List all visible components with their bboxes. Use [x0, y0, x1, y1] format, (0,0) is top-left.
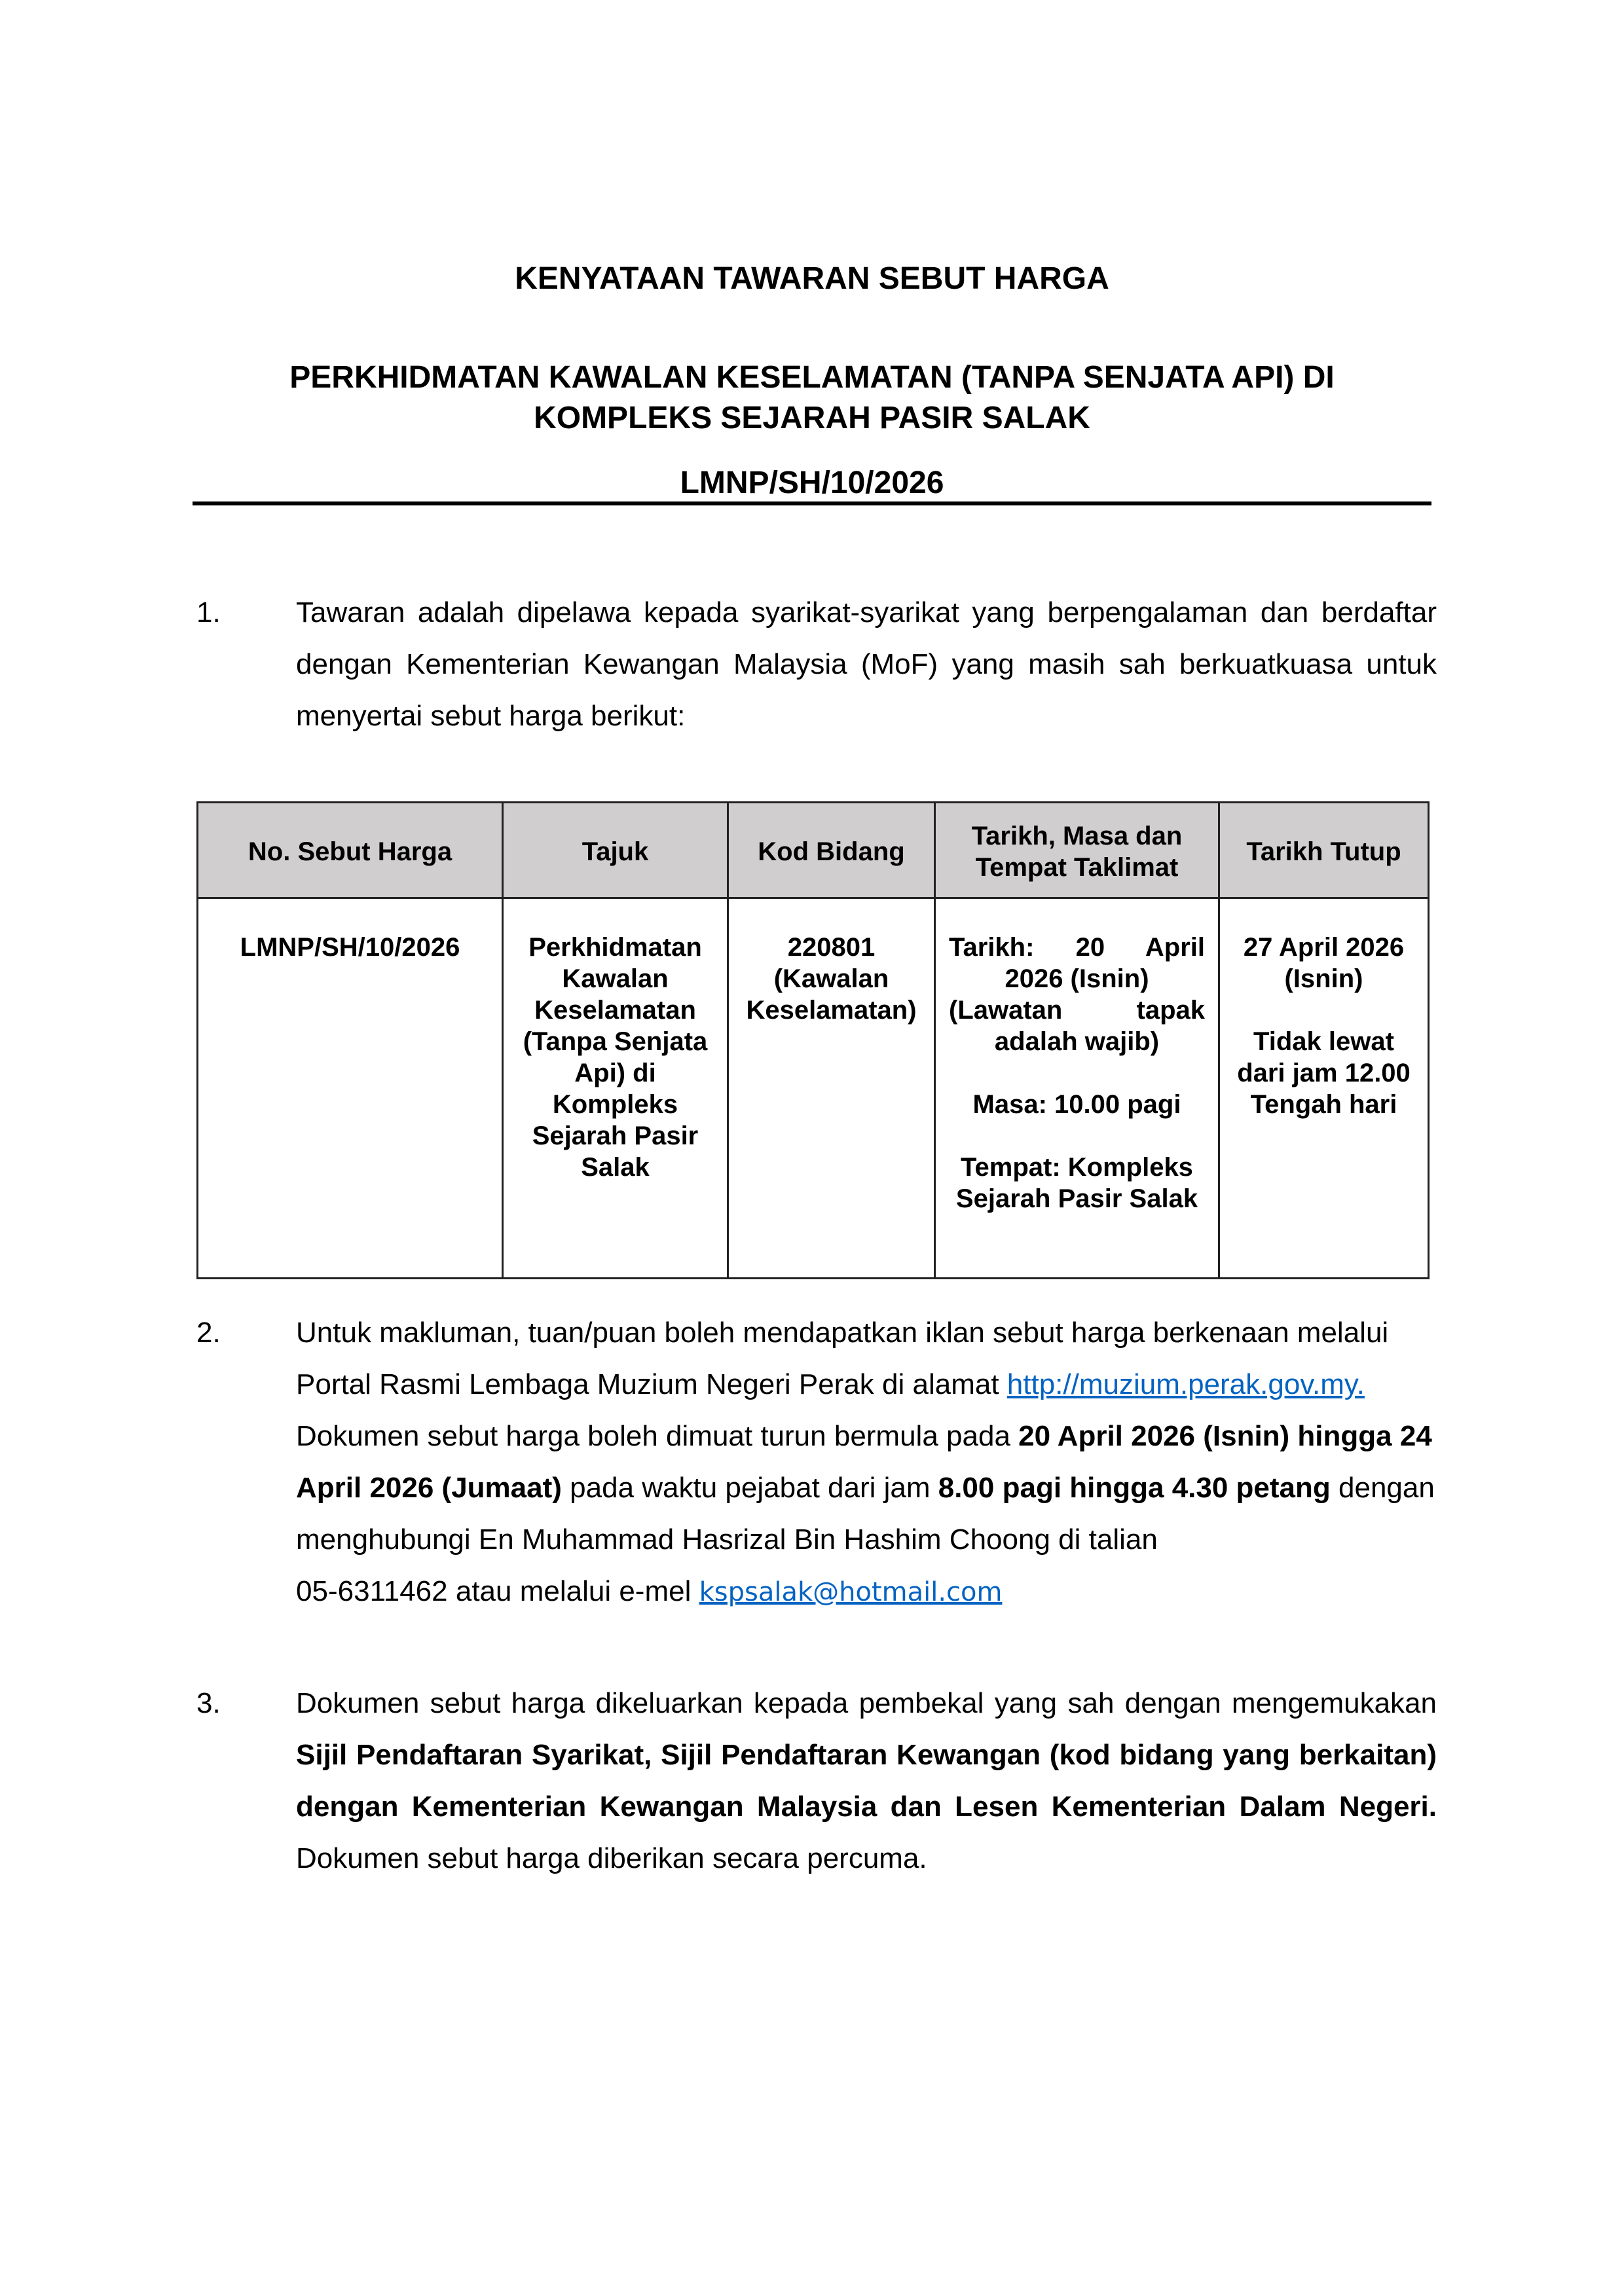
taklimat-tempat: Tempat: Kompleks Sejarah Pasir Salak — [955, 1153, 1198, 1213]
paragraph-number: 2. — [196, 1317, 221, 1349]
closing-date: 27 April 2026 (Isnin) — [1243, 933, 1405, 993]
document-subtitle — [193, 357, 1431, 439]
header-tajuk: Tajuk — [503, 803, 728, 898]
header-tarikh-tutup: Tarikh Tutup — [1219, 803, 1429, 898]
taklimat-tarikh-line-2: 2026 (Isnin) — [1005, 964, 1149, 993]
paragraph-3 — [196, 1677, 1437, 1884]
portal-link[interactable]: http://muzium.perak.gov.my. — [1006, 1368, 1365, 1400]
table-row — [198, 898, 1429, 1279]
closing-deadline: Tidak lewat dari jam 12.00 Tengah hari — [1237, 1027, 1411, 1119]
taklimat-tarikh-line-1: Tarikh: 20 April — [949, 933, 1205, 962]
text-segment: Dokumen sebut harga dikeluarkan kepada pembekal yang sah dengan mengemukakan — [296, 1687, 1437, 1719]
text-segment: Dokumen sebut harga diberikan secara percuma. — [296, 1842, 927, 1874]
download-period: 20 April 2026 (Isnin) hingga 24 April 2026 (Jumaat) — [296, 1420, 1432, 1504]
paragraph-number: 3. — [196, 1687, 221, 1719]
office-hours: 8.00 pagi hingga 4.30 petang — [938, 1472, 1331, 1504]
paragraph-2 — [196, 1307, 1437, 1618]
header-kod-bidang: Kod Bidang — [728, 803, 935, 898]
cell-no-sebut-harga: LMNP/SH/10/2026 — [198, 898, 503, 1279]
paragraph-number: 1. — [196, 596, 221, 629]
cell-tajuk: Perkhidmatan Kawalan Keselamatan (Tanpa Senjata Api) di Kompleks Sejarah Pasir Salak — [503, 898, 728, 1279]
taklimat-masa: Masa: 10.00 pagi — [972, 1090, 1181, 1119]
table-header-row — [198, 803, 1429, 898]
cell-kod-bidang: 220801 (Kawalan Keselamatan) — [728, 898, 935, 1279]
document-title: KENYATAAN TAWARAN SEBUT HARGA — [515, 261, 1109, 296]
text-segment: dengan menghubungi En Muhammad Hasrizal Bin Hashim Choong di talian — [296, 1472, 1435, 1556]
header-taklimat: Tarikh, Masa dan Tempat Taklimat — [935, 803, 1219, 898]
header-no-sebut-harga: No. Sebut Harga — [198, 803, 503, 898]
email-link[interactable]: kspsalak@hotmail.com — [699, 1577, 1003, 1607]
required-documents: Sijil Pendaftaran Syarikat, Sijil Pendaftaran Kewangan (kod bidang yang berkaitan) dengan Kementerian Kewangan Malaysia dan Lesen Kementerian Dalam Negeri. — [296, 1739, 1437, 1823]
paragraph-1 — [196, 587, 1437, 742]
paragraph-text: Tawaran adalah dipelawa kepada syarikat-syarikat yang berpengalaman dan berdaftar dengan Kementerian Kewangan Malaysia (MoF) yang masih sah berkuatkuasa untuk menyertai sebut harga berikut: — [296, 596, 1437, 732]
cell-tarikh-tutup — [1219, 898, 1429, 1279]
subtitle-line-1: PERKHIDMATAN KAWALAN KESELAMATAN (TANPA SENJATA API) DI — [289, 360, 1335, 395]
phone-segment: 05-6311462 atau melalui e-mel — [296, 1575, 699, 1607]
title-divider — [193, 501, 1431, 505]
taklimat-lawatan-line-1: (Lawatan tapak — [949, 996, 1205, 1025]
paragraph-text — [296, 1677, 1437, 1884]
taklimat-lawatan-line-2: adalah wajib) — [994, 1027, 1160, 1056]
reference-number: LMNP/SH/10/2026 — [680, 465, 944, 500]
text-segment: Untuk makluman, tuan/puan boleh mendapatkan iklan sebut harga berkenaan melalui Portal Rasmi Lembaga Muzium Negeri Perak di alamat — [296, 1317, 1389, 1400]
paragraph-text — [296, 1307, 1437, 1618]
text-segment: Dokumen sebut harga boleh dimuat turun bermula pada — [296, 1420, 1019, 1452]
cell-taklimat — [935, 898, 1219, 1279]
text-segment: pada waktu pejabat dari jam — [561, 1472, 938, 1504]
quotation-table — [196, 801, 1430, 1279]
subtitle-line-2: KOMPLEKS SEJARAH PASIR SALAK — [534, 401, 1090, 435]
